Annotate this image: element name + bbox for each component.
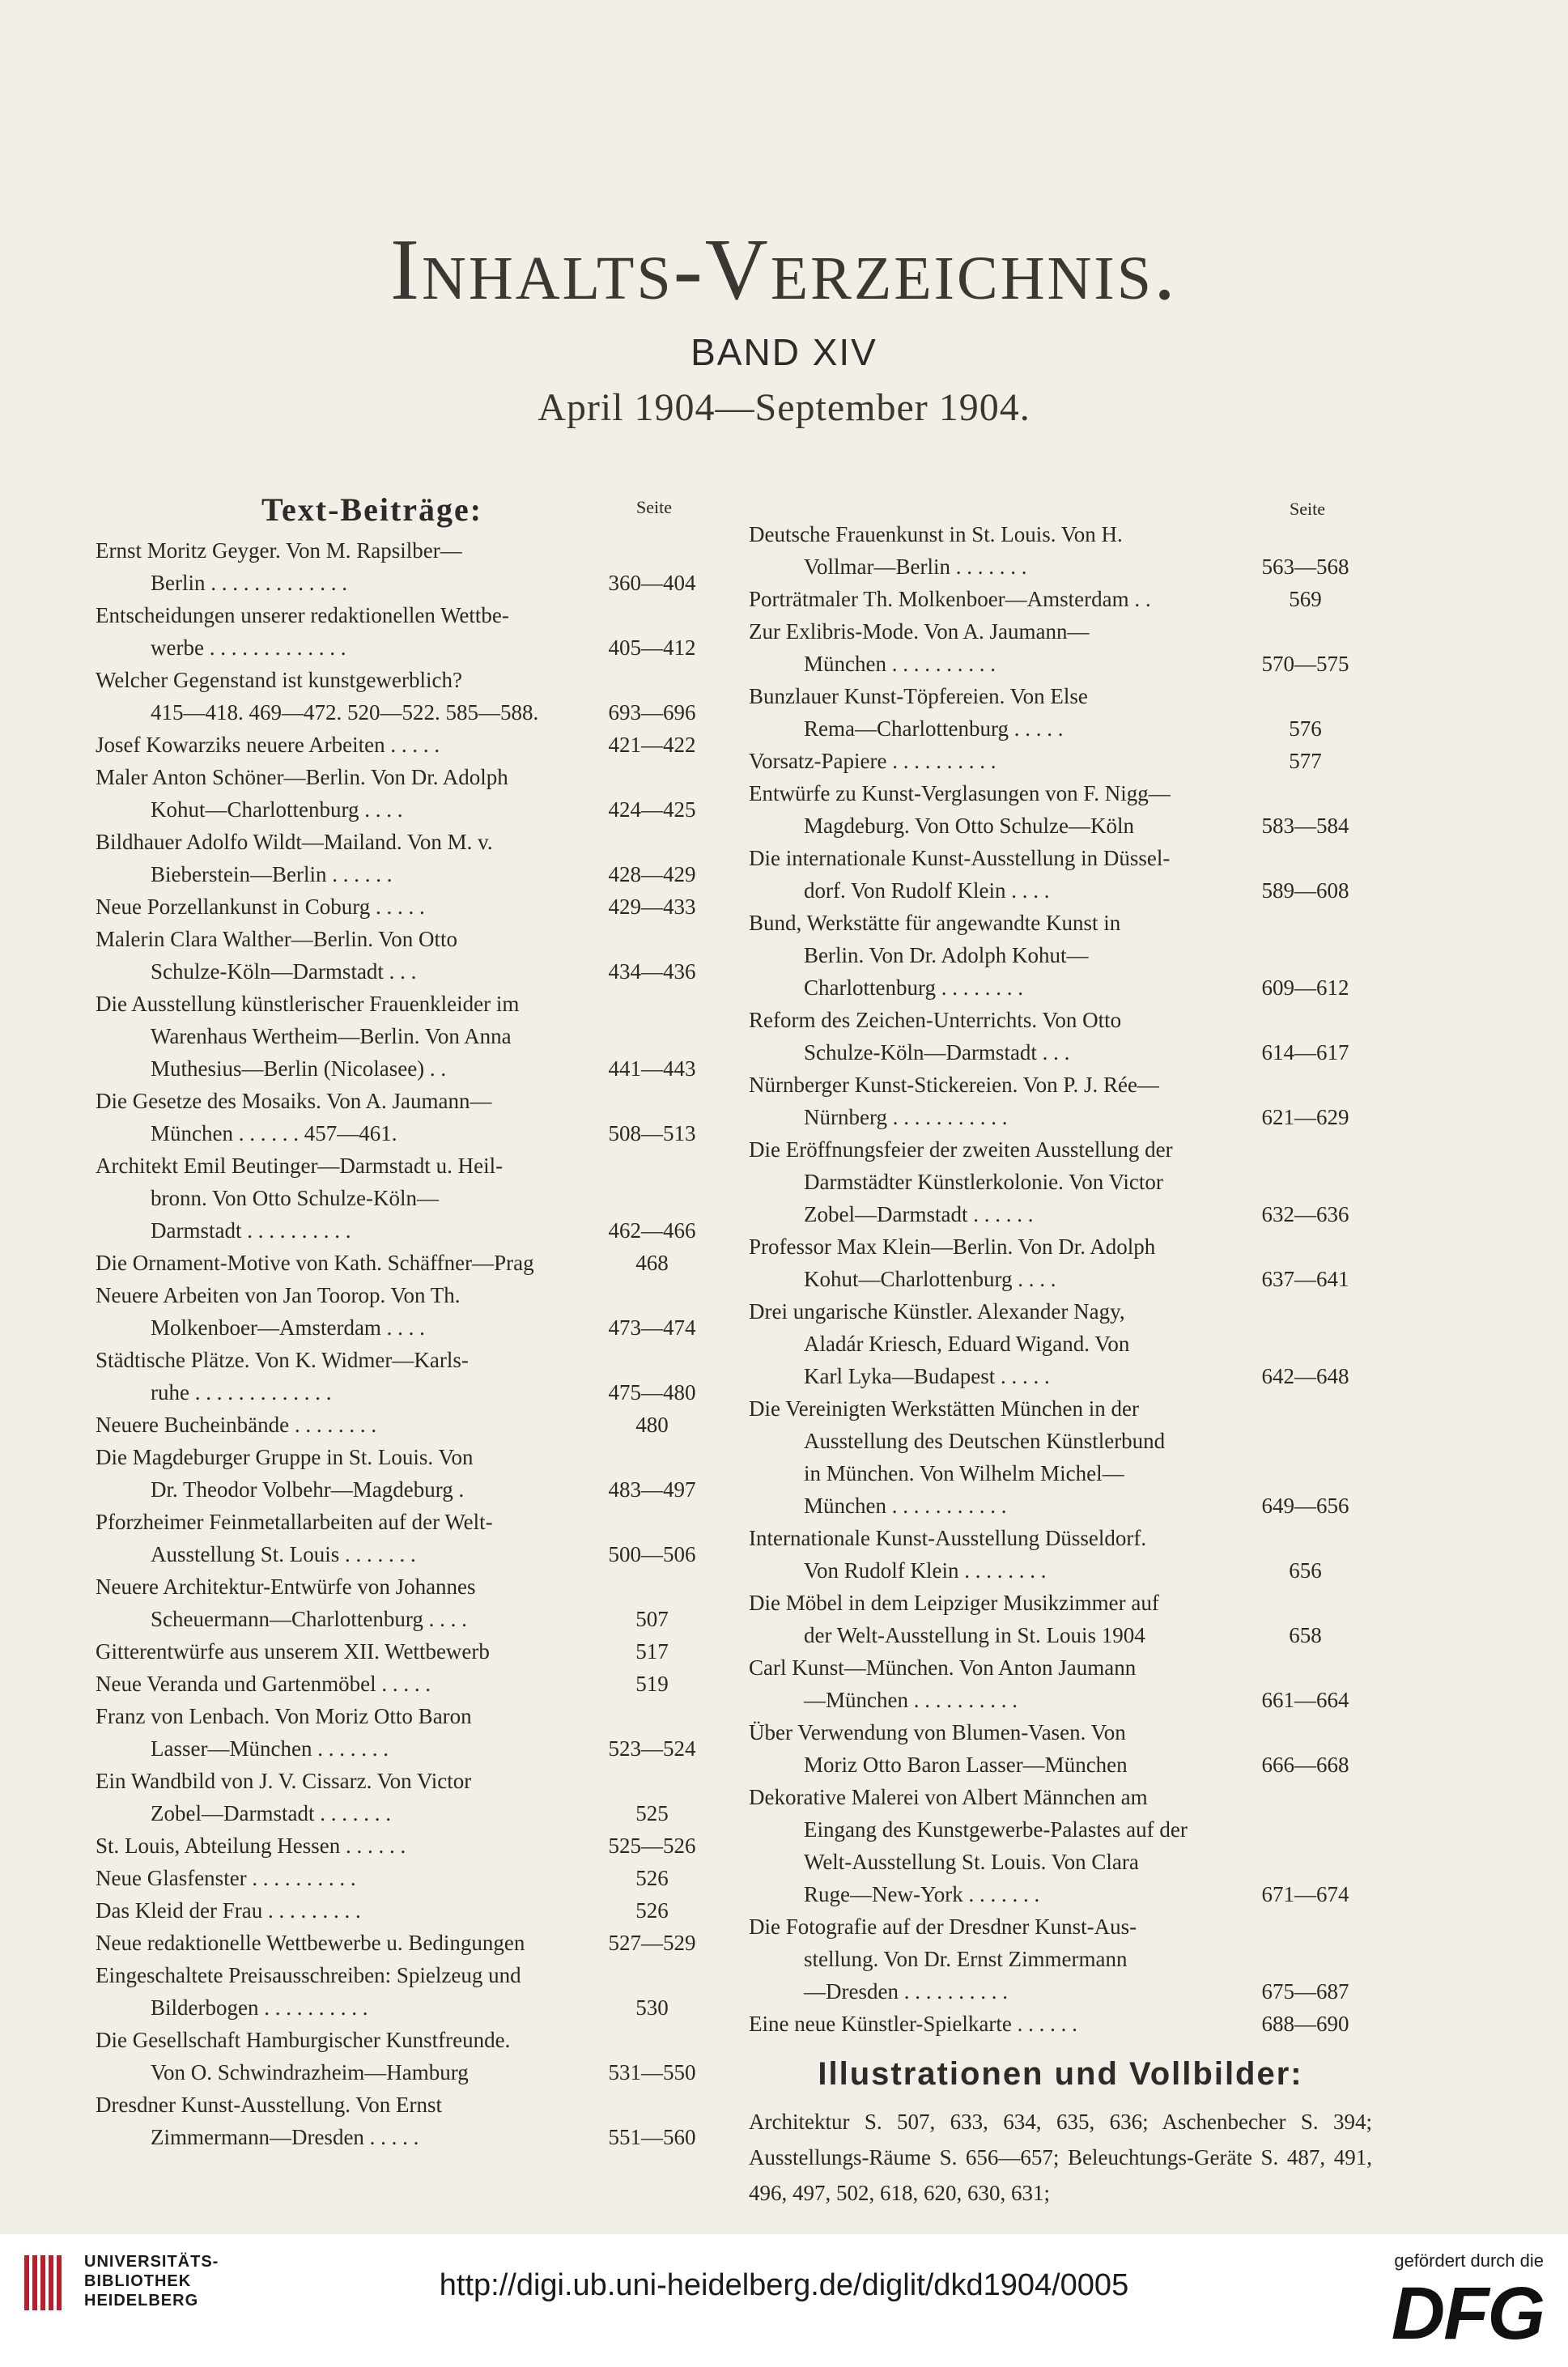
toc-entry-title bbox=[96, 1409, 585, 1441]
toc-entry-title bbox=[96, 826, 585, 890]
toc-entry-pages: 519 bbox=[635, 1672, 669, 1696]
toc-entry-line: Die Möbel in dem Leipziger Musikzimmer auf bbox=[749, 1591, 1159, 1615]
toc-entry-title bbox=[96, 1344, 585, 1409]
toc-entry-title bbox=[96, 2024, 585, 2089]
toc-entry-title bbox=[96, 599, 585, 664]
toc-entry-line: Bildhauer Adolfo Wildt—Mailand. Von M. v. bbox=[96, 830, 493, 854]
toc-entry-title bbox=[749, 1230, 1239, 1295]
toc-entry-title bbox=[749, 680, 1239, 745]
toc-entry bbox=[749, 777, 1372, 842]
toc-entry-line: Neue redaktionelle Wettbewerbe u. Bedingungen bbox=[96, 1931, 525, 1955]
toc-entry-pages: 530 bbox=[635, 1995, 669, 2020]
toc-entry-line: Dr. Theodor Volbehr—Magdeburg . bbox=[151, 1477, 465, 1502]
illustrations-text: Architektur S. 507, 633, 634, 635, 636; Aschenbecher S. 394; Ausstellungs-Räume S. 656—657; Beleuchtungs-Geräte S. 487, 491, 496, 497, 502, 618, 620, 630, 631; bbox=[749, 2110, 1372, 2205]
toc-entry-line: Ernst Moritz Geyger. Von M. Rapsilber— bbox=[96, 538, 462, 563]
toc-entry-line: Neue Porzellankunst in Coburg . . . . . bbox=[96, 895, 425, 919]
left-column-header bbox=[96, 486, 719, 534]
toc-entry-line: Über Verwendung von Blumen-Vasen. Von bbox=[749, 1720, 1126, 1744]
toc-entry-pages: 526 bbox=[635, 1866, 669, 1890]
library-name-line: BIBLIOTHEK bbox=[84, 2272, 192, 2290]
toc-entry-line: Professor Max Klein—Berlin. Von Dr. Adolph bbox=[749, 1234, 1156, 1259]
toc-entry-line: Reform des Zeichen-Unterrichts. Von Otto bbox=[749, 1008, 1122, 1032]
toc-entry-line: Die internationale Kunst-Ausstellung in Düssel- bbox=[749, 846, 1171, 870]
toc-entry-line: Rema—Charlottenburg . . . . . bbox=[804, 716, 1064, 741]
toc-entry-title bbox=[96, 761, 585, 826]
toc-entry-title bbox=[749, 518, 1239, 583]
toc-entry-line: Aladár Kriesch, Eduard Wigand. Von bbox=[804, 1332, 1130, 1356]
toc-entry-title bbox=[749, 1781, 1239, 1910]
toc-entry-line: Entscheidungen unserer redaktionellen Wettbe- bbox=[96, 603, 509, 627]
toc-entry bbox=[96, 1862, 719, 1894]
right-column-header bbox=[749, 486, 1372, 518]
toc-entry bbox=[96, 923, 719, 988]
toc-entry-pages: 434—436 bbox=[608, 959, 696, 984]
toc-entry-line: München . . . . . . 457—461. bbox=[151, 1121, 397, 1145]
toc-entry-line: Kohut—Charlottenburg . . . . bbox=[151, 797, 403, 822]
toc-entry-title bbox=[96, 1927, 585, 1959]
toc-entry-pages: 500—506 bbox=[608, 1542, 696, 1566]
page-column-label: Seite bbox=[636, 497, 672, 517]
toc-entry-line: Schulze-Köln—Darmstadt . . . bbox=[804, 1040, 1070, 1065]
toc-entry bbox=[96, 1344, 719, 1409]
toc-entry bbox=[749, 1230, 1372, 1295]
toc-entry bbox=[96, 1085, 719, 1150]
toc-entry-title bbox=[749, 1587, 1239, 1651]
toc-entry-line: Die Ornament-Motive von Kath. Schäffner—Prag bbox=[96, 1251, 534, 1275]
toc-entry bbox=[96, 826, 719, 890]
toc-entry bbox=[749, 1004, 1372, 1069]
toc-entry-line: Franz von Lenbach. Von Moriz Otto Baron bbox=[96, 1704, 472, 1728]
section-heading-text: Text-Beiträge: bbox=[261, 491, 483, 528]
toc-entry bbox=[749, 1392, 1372, 1522]
toc-entry-line: Ausstellung St. Louis . . . . . . . bbox=[151, 1542, 416, 1566]
left-column bbox=[96, 486, 719, 2153]
toc-entry bbox=[749, 907, 1372, 1004]
toc-entry-pages: 429—433 bbox=[608, 895, 696, 919]
toc-entry-pages: 656 bbox=[1289, 1558, 1322, 1583]
toc-entry bbox=[96, 1959, 719, 2024]
toc-entry-line: Pforzheimer Feinmetallarbeiten auf der Welt- bbox=[96, 1510, 493, 1534]
toc-entry-line: Darmstädter Künstlerkolonie. Von Victor bbox=[804, 1170, 1163, 1194]
toc-entry-line: Warenhaus Wertheim—Berlin. Von Anna bbox=[151, 1024, 512, 1048]
toc-entry-title bbox=[96, 923, 585, 988]
toc-entry-title bbox=[96, 1635, 585, 1668]
toc-entry-title bbox=[96, 1441, 585, 1506]
left-entry-list bbox=[96, 534, 719, 2153]
toc-entry-title bbox=[749, 1004, 1239, 1069]
toc-entry-line: Maler Anton Schöner—Berlin. Von Dr. Adolph bbox=[96, 765, 508, 789]
toc-entry-pages: 424—425 bbox=[608, 797, 696, 822]
toc-entry-line: Eingang des Kunstgewerbe-Palastes auf der bbox=[804, 1817, 1188, 1842]
toc-entry bbox=[749, 1781, 1372, 1910]
toc-entry-pages: 637—641 bbox=[1261, 1267, 1349, 1291]
toc-entry-line: Zur Exlibris-Mode. Von A. Jaumann— bbox=[749, 619, 1090, 644]
toc-entry-title bbox=[96, 1247, 585, 1279]
toc-entry-line: Muthesius—Berlin (Nicolasee) . . bbox=[151, 1056, 447, 1081]
toc-entry-line: Ruge—New-York . . . . . . . bbox=[804, 1882, 1040, 1906]
toc-entry-line: Darmstadt . . . . . . . . . . bbox=[151, 1218, 351, 1243]
toc-entry-pages: 671—674 bbox=[1261, 1882, 1349, 1906]
toc-entry-line: Molkenboer—Amsterdam . . . . bbox=[151, 1315, 425, 1340]
volume-label: BAND XIV bbox=[691, 331, 877, 373]
toc-entry bbox=[749, 1522, 1372, 1587]
toc-entry bbox=[749, 1069, 1372, 1133]
funding-label: gefördert durch die bbox=[1394, 2250, 1544, 2271]
toc-entry-pages: 428—429 bbox=[608, 862, 696, 886]
toc-entry-line: Die Gesetze des Mosaiks. Von A. Jaumann— bbox=[96, 1089, 492, 1113]
toc-entry-title bbox=[96, 988, 585, 1085]
illustrations-heading: Illustrationen und Vollbilder: bbox=[818, 2056, 1303, 2092]
toc-entry-line: Vorsatz-Papiere . . . . . . . . . . bbox=[749, 749, 996, 773]
toc-entry-title bbox=[96, 1506, 585, 1570]
toc-entry-line: Eine neue Künstler-Spielkarte . . . . . . bbox=[749, 2012, 1077, 2036]
toc-entry bbox=[96, 1247, 719, 1279]
toc-entry-title bbox=[749, 1295, 1239, 1392]
toc-entry-title bbox=[749, 1716, 1239, 1781]
toc-entry-line: Nürnberger Kunst-Stickereien. Von P. J. Rée— bbox=[749, 1073, 1159, 1097]
toc-entry-title bbox=[96, 1570, 585, 1635]
toc-entry-pages: 360—404 bbox=[608, 571, 696, 595]
toc-entry-line: Zobel—Darmstadt . . . . . . bbox=[804, 1202, 1034, 1226]
toc-entry-title bbox=[96, 664, 585, 729]
right-entry-list bbox=[749, 518, 1372, 2040]
toc-entry bbox=[749, 1587, 1372, 1651]
toc-entry bbox=[96, 890, 719, 923]
toc-entry-line: ruhe . . . . . . . . . . . . . bbox=[151, 1380, 332, 1404]
toc-entry-title bbox=[96, 890, 585, 923]
toc-entry-line: Bunzlauer Kunst-Töpfereien. Von Else bbox=[749, 684, 1088, 708]
toc-entry-title bbox=[749, 1392, 1239, 1522]
toc-entry-pages: 480 bbox=[635, 1413, 669, 1437]
toc-entry bbox=[749, 842, 1372, 907]
toc-entry bbox=[96, 1668, 719, 1700]
toc-entry-pages: 576 bbox=[1289, 716, 1322, 741]
toc-entry-line: Neuere Architektur-Entwürfe von Johannes bbox=[96, 1574, 476, 1599]
toc-entry-pages: 649—656 bbox=[1261, 1494, 1349, 1518]
toc-entry-line: stellung. Von Dr. Ernst Zimmermann bbox=[804, 1947, 1128, 1971]
toc-entry-line: Dresdner Kunst-Ausstellung. Von Ernst bbox=[96, 2093, 442, 2117]
toc-entry-line: Josef Kowarziks neuere Arbeiten . . . . . bbox=[96, 733, 440, 757]
toc-entry-title bbox=[96, 1862, 585, 1894]
toc-entry-line: Nürnberg . . . . . . . . . . . bbox=[804, 1105, 1008, 1129]
toc-entry-line: Lasser—München . . . . . . . bbox=[151, 1736, 389, 1761]
toc-entry-title bbox=[749, 1069, 1239, 1133]
toc-entry bbox=[749, 1651, 1372, 1716]
toc-entry-line: Drei ungarische Künstler. Alexander Nagy, bbox=[749, 1299, 1125, 1324]
toc-entry-line: Zimmermann—Dresden . . . . . bbox=[151, 2125, 419, 2149]
toc-entry-title bbox=[96, 1829, 585, 1862]
toc-entry-line: —München . . . . . . . . . . bbox=[804, 1688, 1018, 1712]
page-column-label: Seite bbox=[1290, 499, 1325, 519]
toc-entry-pages: 526 bbox=[635, 1898, 669, 1923]
toc-entry-line: Vollmar—Berlin . . . . . . . bbox=[804, 555, 1027, 579]
footer-bar bbox=[0, 2234, 1568, 2367]
toc-entry-pages: 614—617 bbox=[1261, 1040, 1349, 1065]
toc-entry-line: Von O. Schwindrazheim—Hamburg bbox=[151, 2060, 469, 2084]
toc-entry-pages: 468 bbox=[635, 1251, 669, 1275]
toc-entry bbox=[96, 2089, 719, 2153]
toc-entry-pages: 583—584 bbox=[1261, 814, 1349, 838]
toc-entry-title bbox=[749, 583, 1239, 615]
right-column bbox=[749, 486, 1372, 2211]
toc-entry-pages: 693—696 bbox=[608, 700, 696, 725]
toc-entry-line: Städtische Plätze. Von K. Widmer—Karls- bbox=[96, 1348, 469, 1372]
toc-entry-title bbox=[96, 1668, 585, 1700]
toc-entry-line: Berlin . . . . . . . . . . . . . bbox=[151, 571, 347, 595]
toc-entry-line: Eingeschaltete Preisausschreiben: Spielzeug und bbox=[96, 1963, 521, 1987]
toc-entry-line: Dekorative Malerei von Albert Männchen am bbox=[749, 1785, 1148, 1809]
toc-entry-title bbox=[96, 1894, 585, 1927]
toc-entry-line: Neue Glasfenster . . . . . . . . . . bbox=[96, 1866, 356, 1890]
toc-entry-line: Karl Lyka—Budapest . . . . . bbox=[804, 1364, 1050, 1388]
toc-entry-pages: 507 bbox=[635, 1607, 669, 1631]
toc-entry bbox=[96, 1700, 719, 1765]
toc-entry bbox=[96, 1409, 719, 1441]
toc-entry bbox=[96, 1150, 719, 1247]
toc-entry-line: Gitterentwürfe aus unserem XII. Wettbewerb bbox=[96, 1639, 490, 1664]
toc-entry-pages: 525 bbox=[635, 1801, 669, 1825]
toc-entry bbox=[96, 761, 719, 826]
toc-entry-line: bronn. Von Otto Schulze-Köln— bbox=[151, 1186, 439, 1210]
toc-entry-pages: 517 bbox=[635, 1639, 669, 1664]
toc-entry bbox=[96, 1570, 719, 1635]
toc-entry-line: München . . . . . . . . . . bbox=[804, 652, 996, 676]
toc-entry-line: Die Gesellschaft Hamburgischer Kunstfreunde. bbox=[96, 2028, 511, 2052]
toc-entry-pages: 577 bbox=[1289, 749, 1322, 773]
toc-entry bbox=[96, 534, 719, 599]
page-title: Inhalts-Verzeichnis. bbox=[389, 222, 1179, 318]
toc-entry-line: der Welt-Ausstellung in St. Louis 1904 bbox=[804, 1623, 1145, 1647]
toc-entry-line: Die Vereinigten Werkstätten München in der bbox=[749, 1396, 1139, 1421]
toc-entry-line: Zobel—Darmstadt . . . . . . . bbox=[151, 1801, 391, 1825]
toc-entry bbox=[749, 615, 1372, 680]
toc-entry-pages: 570—575 bbox=[1261, 652, 1349, 676]
toc-entry-line: Moriz Otto Baron Lasser—München bbox=[804, 1753, 1128, 1777]
toc-entry-pages: 658 bbox=[1289, 1623, 1322, 1647]
toc-entry-title bbox=[96, 1959, 585, 2024]
toc-entry-line: dorf. Von Rudolf Klein . . . . bbox=[804, 878, 1050, 903]
toc-entry-pages: 405—412 bbox=[608, 635, 696, 660]
toc-entry-title bbox=[749, 907, 1239, 1004]
toc-entry-line: Ein Wandbild von J. V. Cissarz. Von Victor bbox=[96, 1769, 472, 1793]
toc-entry-pages: 527—529 bbox=[608, 1931, 696, 1955]
toc-entry-title bbox=[749, 615, 1239, 680]
toc-entry-line: Neuere Arbeiten von Jan Toorop. Von Th. bbox=[96, 1283, 461, 1307]
toc-entry bbox=[749, 745, 1372, 777]
toc-entry-line: in München. Von Wilhelm Michel— bbox=[804, 1461, 1124, 1485]
permalink-url[interactable]: http://digi.ub.uni-heidelberg.de/diglit/dkd1904/0005 bbox=[439, 2268, 1129, 2302]
dfg-logo: DFG bbox=[1391, 2272, 1544, 2355]
toc-entry-pages: 675—687 bbox=[1261, 1979, 1349, 2004]
toc-entry-title bbox=[96, 1765, 585, 1829]
toc-entry-pages: 473—474 bbox=[608, 1315, 696, 1340]
toc-entry bbox=[749, 1133, 1372, 1230]
toc-entry-pages: 551—560 bbox=[608, 2125, 696, 2149]
toc-entry-title bbox=[96, 2089, 585, 2153]
toc-entry bbox=[749, 680, 1372, 745]
toc-entry-line: Carl Kunst—München. Von Anton Jaumann bbox=[749, 1655, 1137, 1680]
toc-entry-line: Bilderbogen . . . . . . . . . . bbox=[151, 1995, 368, 2020]
toc-entry-pages: 531—550 bbox=[608, 2060, 696, 2084]
toc-entry-pages: 688—690 bbox=[1261, 2012, 1349, 2036]
toc-entry-line: Die Eröffnungsfeier der zweiten Ausstellung der bbox=[749, 1137, 1173, 1162]
toc-entry-line: Bund, Werkstätte für angewandte Kunst in bbox=[749, 911, 1121, 935]
toc-entry-line: Die Magdeburger Gruppe in St. Louis. Von bbox=[96, 1445, 474, 1469]
toc-entry-line: Berlin. Von Dr. Adolph Kohut— bbox=[804, 943, 1089, 967]
toc-entry-pages: 523—524 bbox=[608, 1736, 696, 1761]
toc-entry-line: Kohut—Charlottenburg . . . . bbox=[804, 1267, 1056, 1291]
toc-entry-title bbox=[96, 534, 585, 599]
toc-entry-line: Neue Veranda und Gartenmöbel . . . . . bbox=[96, 1672, 431, 1696]
toc-entry-line: Welt-Ausstellung St. Louis. Von Clara bbox=[804, 1850, 1139, 1874]
toc-entry-title bbox=[749, 842, 1239, 907]
toc-entry bbox=[749, 583, 1372, 615]
toc-entry-pages: 475—480 bbox=[608, 1380, 696, 1404]
toc-entry-line: Magdeburg. Von Otto Schulze—Köln bbox=[804, 814, 1134, 838]
toc-entry-title bbox=[96, 1150, 585, 1247]
toc-entry-line: Bieberstein—Berlin . . . . . . bbox=[151, 862, 393, 886]
toc-entry-line: Architekt Emil Beutinger—Darmstadt u. Heil- bbox=[96, 1154, 504, 1178]
toc-entry-pages: 609—612 bbox=[1261, 975, 1349, 1000]
toc-entry-line: St. Louis, Abteilung Hessen . . . . . . bbox=[96, 1834, 406, 1858]
toc-entry-title bbox=[749, 777, 1239, 842]
toc-entry bbox=[96, 1506, 719, 1570]
toc-entry-line: Von Rudolf Klein . . . . . . . . bbox=[804, 1558, 1047, 1583]
toc-entry-line: Internationale Kunst-Ausstellung Düsseldorf. bbox=[749, 1526, 1147, 1550]
toc-entry-title bbox=[749, 1651, 1239, 1716]
toc-entry bbox=[96, 2024, 719, 2089]
toc-entry-pages: 483—497 bbox=[608, 1477, 696, 1502]
toc-entry-line: werbe . . . . . . . . . . . . . bbox=[151, 635, 346, 660]
toc-entry bbox=[96, 1927, 719, 1959]
toc-entry-line: Das Kleid der Frau . . . . . . . . . bbox=[96, 1898, 361, 1923]
toc-entry-line: Schulze-Köln—Darmstadt . . . bbox=[151, 959, 417, 984]
toc-entry-pages: 508—513 bbox=[608, 1121, 696, 1145]
toc-entry-title bbox=[96, 1700, 585, 1765]
toc-entry-line: München . . . . . . . . . . . bbox=[804, 1494, 1007, 1518]
toc-entry-pages: 569 bbox=[1289, 587, 1322, 611]
toc-entry-title bbox=[749, 745, 1239, 777]
toc-entry-title bbox=[749, 1910, 1239, 2008]
toc-entry-title bbox=[96, 1085, 585, 1150]
toc-entry-line: Die Ausstellung künstlerischer Frauenkleider im bbox=[96, 992, 520, 1016]
toc-entry bbox=[96, 729, 719, 761]
toc-entry-line: Neuere Bucheinbände . . . . . . . . bbox=[96, 1413, 377, 1437]
toc-entry bbox=[96, 988, 719, 1085]
toc-entry-line: 415—418. 469—472. 520—522. 585—588. bbox=[151, 700, 539, 725]
toc-entry-pages: 589—608 bbox=[1261, 878, 1349, 903]
date-range: April 1904—September 1904. bbox=[538, 386, 1030, 429]
toc-entry-line: Die Fotografie auf der Dresdner Kunst-Aus- bbox=[749, 1914, 1137, 1939]
toc-entry-title bbox=[96, 729, 585, 761]
toc-entry-pages: 421—422 bbox=[608, 733, 696, 757]
toc-entry bbox=[96, 1635, 719, 1668]
toc-entry-title bbox=[96, 1279, 585, 1344]
toc-entry bbox=[96, 1894, 719, 1927]
toc-entry bbox=[749, 1716, 1372, 1781]
toc-entry-pages: 666—668 bbox=[1261, 1753, 1349, 1777]
toc-entry-pages: 661—664 bbox=[1261, 1688, 1349, 1712]
toc-entry bbox=[749, 1910, 1372, 2008]
toc-entry-pages: 642—648 bbox=[1261, 1364, 1349, 1388]
toc-entry-title bbox=[749, 1133, 1239, 1230]
toc-entry-line: Scheuermann—Charlottenburg . . . . bbox=[151, 1607, 467, 1631]
toc-entry-line: Entwürfe zu Kunst-Verglasungen von F. Nigg— bbox=[749, 781, 1171, 805]
toc-entry bbox=[749, 518, 1372, 583]
toc-entry-title bbox=[749, 1522, 1239, 1587]
toc-entry-pages: 525—526 bbox=[608, 1834, 696, 1858]
toc-entry-line: Charlottenburg . . . . . . . . bbox=[804, 975, 1023, 1000]
toc-entry bbox=[96, 1829, 719, 1862]
toc-entry-title bbox=[749, 2008, 1239, 2040]
toc-entry-line: Deutsche Frauenkunst in St. Louis. Von H. bbox=[749, 522, 1123, 546]
toc-entry-pages: 563—568 bbox=[1261, 555, 1349, 579]
toc-entry-line: —Dresden . . . . . . . . . . bbox=[804, 1979, 1008, 2004]
library-name-line: UNIVERSITÄTS- bbox=[84, 2253, 219, 2271]
toc-entry bbox=[96, 1279, 719, 1344]
toc-entry-line: Ausstellung des Deutschen Künstlerbund bbox=[804, 1429, 1166, 1453]
toc-entry-line: Welcher Gegenstand ist kunstgewerblich? bbox=[96, 668, 462, 692]
toc-entry-line: Porträtmaler Th. Molkenboer—Amsterdam . . bbox=[749, 587, 1151, 611]
toc-entry-pages: 462—466 bbox=[608, 1218, 696, 1243]
toc-entry bbox=[749, 2008, 1372, 2040]
toc-entry-pages: 441—443 bbox=[608, 1056, 696, 1081]
toc-entry bbox=[96, 599, 719, 664]
toc-entry bbox=[749, 1295, 1372, 1392]
toc-entry bbox=[96, 1765, 719, 1829]
library-name-line: HEIDELBERG bbox=[84, 2292, 199, 2310]
toc-entry-pages: 632—636 bbox=[1261, 1202, 1349, 1226]
toc-entry-pages: 621—629 bbox=[1261, 1105, 1349, 1129]
toc-entry bbox=[96, 664, 719, 729]
toc-entry bbox=[96, 1441, 719, 1506]
toc-entry-line: Malerin Clara Walther—Berlin. Von Otto bbox=[96, 927, 458, 951]
